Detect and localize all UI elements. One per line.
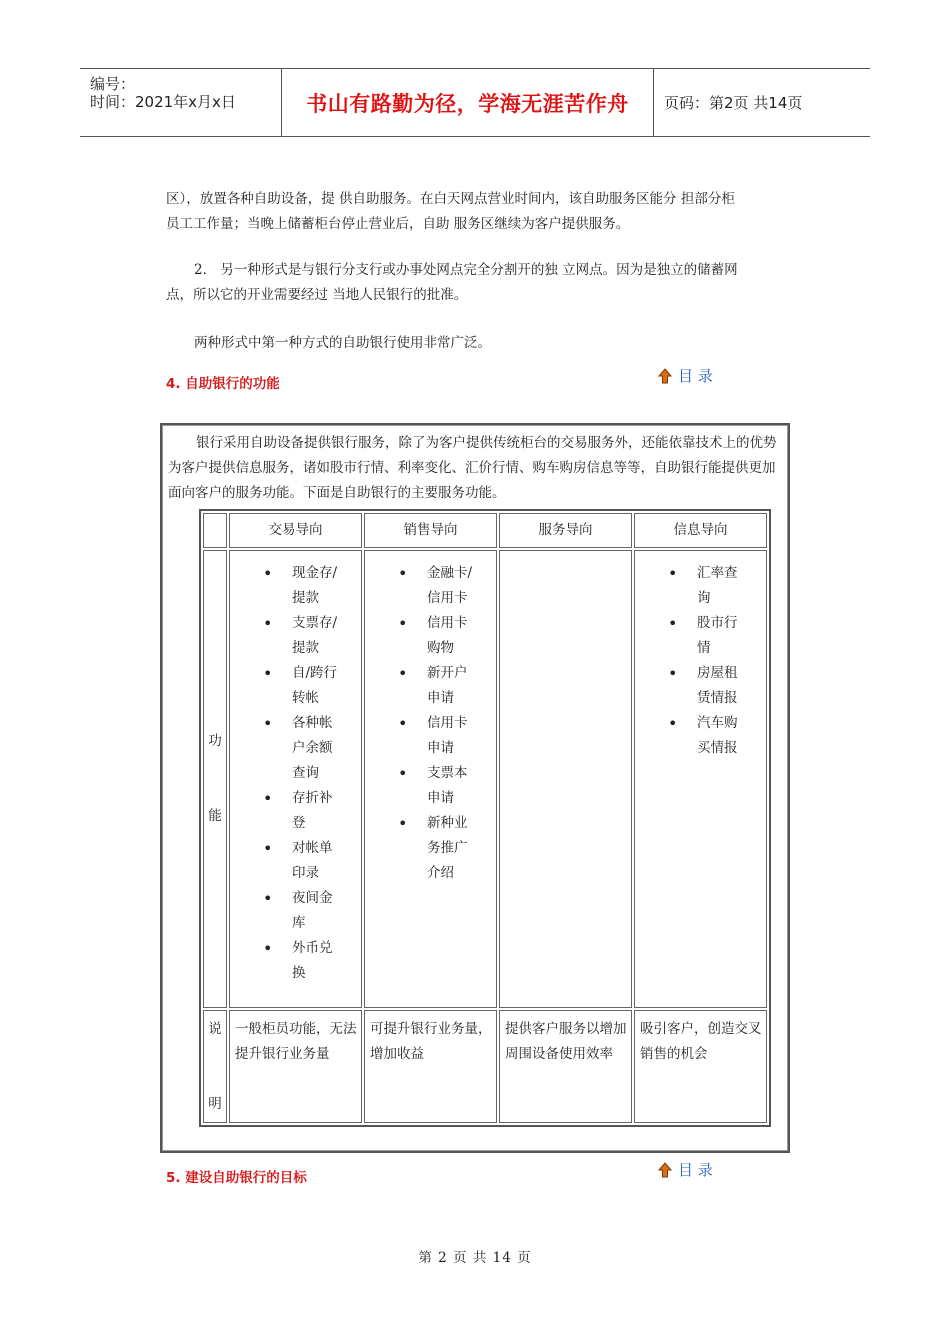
info-note: 吸引客户，创造交叉销售的机会 — [634, 1010, 767, 1123]
header-meta — [80, 69, 282, 136]
list-item: • 新种业务推广介绍 — [365, 811, 479, 886]
paragraph-1-line-2: 员工工作量；当晚上储蓄柜台停止营业后，自助 服务区继续为客户提供服务。 — [166, 216, 630, 232]
paragraph-1 — [166, 187, 786, 237]
functions-table — [199, 509, 771, 1127]
toc-link-2[interactable] — [658, 1159, 713, 1180]
paragraph-3: 两种形式中第一种方式的自助银行使用非常广泛。 — [194, 335, 491, 351]
section-5-heading: 5. 建设自助银行的目标 — [166, 1170, 307, 1186]
page-footer: 第 2 页 共 14 页 — [418, 1250, 532, 1266]
info-list — [635, 551, 766, 761]
list-item: • 自/跨行转帐 — [230, 661, 344, 711]
trade-list — [230, 551, 361, 986]
info-functions-cell — [634, 550, 767, 1008]
list-item: • 汇率查询 — [635, 561, 749, 611]
row-label-notes-b: 明 — [208, 1096, 222, 1112]
list-item: • 信用卡申请 — [365, 711, 479, 761]
toc-link-1[interactable] — [658, 365, 713, 386]
table-header-row — [203, 513, 767, 548]
list-item: • 存折补登 — [230, 786, 344, 836]
functions-frame — [160, 423, 790, 1153]
time-label: 时间：2021年x月x日 — [90, 93, 236, 111]
trade-functions-cell — [229, 550, 362, 1008]
header-trade: 交易导向 — [229, 513, 362, 548]
list-item: • 对帐单印录 — [230, 836, 344, 886]
up-arrow-icon — [658, 1162, 672, 1178]
page-label: 页码：第2页 共14页 — [664, 94, 803, 112]
sales-list — [365, 551, 496, 886]
list-item: • 夜间金库 — [230, 886, 344, 936]
motto-text: 书山有路勤为径，学海无涯苦作舟 — [306, 91, 629, 116]
row-label-notes-a: 说 — [208, 1021, 222, 1037]
list-item: • 金融卡/信用卡 — [365, 561, 479, 611]
number-label: 编号： — [90, 75, 136, 93]
list-item: • 房屋租赁情报 — [635, 661, 749, 711]
sales-functions-cell — [364, 550, 497, 1008]
sales-note: 可提升银行业务量，增加收益 — [364, 1010, 497, 1123]
up-arrow-icon — [658, 368, 672, 384]
header-page — [654, 69, 870, 136]
row-label-functions — [203, 550, 227, 1008]
table-corner — [203, 513, 227, 548]
functions-intro: 银行采用自助设备提供银行服务，除了为客户提供传统柜台的交易服务外，还能依靠技术上的优势为客户提供信息服务，诸如股市行情、利率变化、汇价行情、购车购房信息等等，自助银行能提供更加面向客户的服务功能。下面是自助银行的主要服务功能。 — [168, 435, 777, 501]
header-motto — [282, 69, 654, 136]
table-row-notes — [203, 1010, 767, 1123]
header-info: 信息导向 — [634, 513, 767, 548]
toc-link-2-label[interactable]: 目 录 — [678, 1161, 713, 1179]
paragraph-1-line-1: 区），放置各种自助设备，提 供自助服务。在白天网点营业时间内，该自助服务区能分 担部分柜 — [166, 191, 735, 207]
list-item: • 支票存/提款 — [230, 611, 344, 661]
list-item: • 各种帐户余额查询 — [230, 711, 344, 786]
list-item: • 信用卡购物 — [365, 611, 479, 661]
section-4-heading: 4. 自助银行的功能 — [166, 376, 280, 392]
list-item: • 汽车购买情报 — [635, 711, 749, 761]
paragraph-2 — [166, 258, 786, 308]
row-label-functions-b: 能 — [208, 808, 222, 824]
list-item: • 股市行情 — [635, 611, 749, 661]
header-sales: 销售导向 — [364, 513, 497, 548]
toc-link-1-label[interactable]: 目 录 — [678, 367, 713, 385]
row-label-functions-a: 功 — [208, 733, 222, 749]
table-row-functions — [203, 550, 767, 1008]
row-label-notes — [203, 1010, 227, 1123]
trade-note: 一般柜员功能，无法提升银行业务量 — [229, 1010, 362, 1123]
list-item: • 新开户申请 — [365, 661, 479, 711]
list-item: • 外币兑换 — [230, 936, 344, 986]
service-functions-cell — [499, 550, 632, 1008]
service-note: 提供客户服务以增加周围设备使用效率 — [499, 1010, 632, 1123]
paragraph-2-line-2: 点，所以它的开业需要经过 当地人民银行的批准。 — [166, 287, 468, 303]
list-item: • 现金存/提款 — [230, 561, 344, 611]
paragraph-2-line-1: 2． 另一种形式是与银行分支行或办事处网点完全分割开的独 立网点。因为是独立的储蓄网 — [194, 262, 738, 278]
page-header — [80, 68, 870, 137]
list-item: • 支票本申请 — [365, 761, 479, 811]
header-service: 服务导向 — [499, 513, 632, 548]
